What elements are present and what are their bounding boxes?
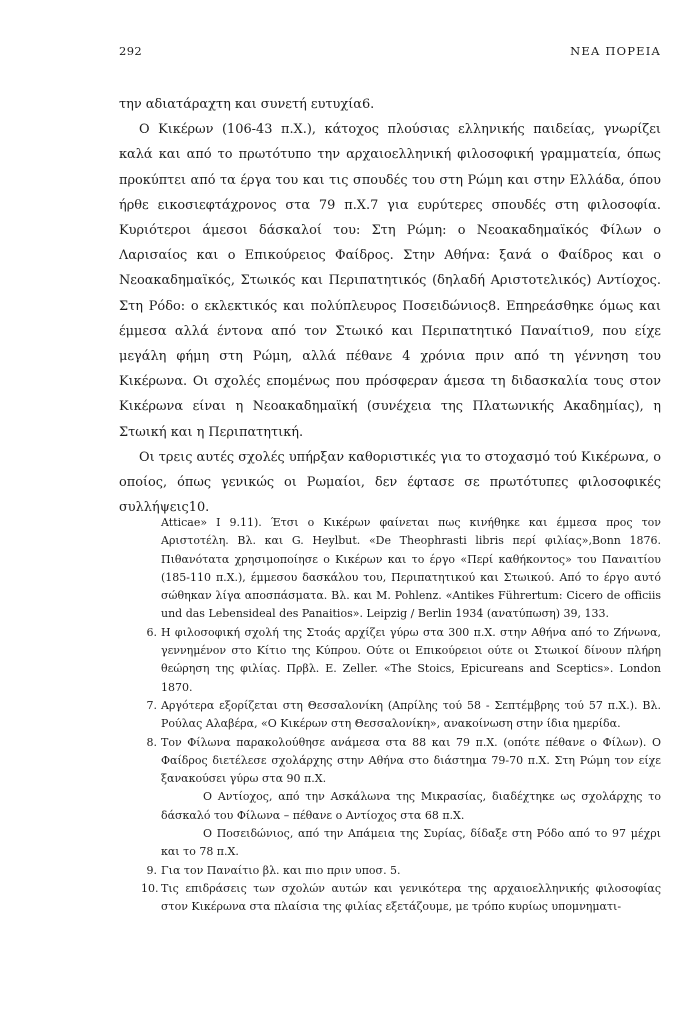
footnote-number: 10. bbox=[141, 881, 159, 895]
main-text bbox=[119, 92, 661, 520]
footnote-10 bbox=[119, 880, 661, 917]
footnote-text: Τον Φίλωνα παρακολούθησε ανάμεσα στα 88 και 79 π.Χ. (οπότε πέθανε ο Φίλων). Ο Φαίδρος διετέλεσε σχολάρχης στην Αθήνα στο διάστημα 79-70 π.Χ. Στη Ρώμη τον είχε ξανακούσει γύρω στα 90 π.Χ. bbox=[161, 735, 661, 786]
footnote-9 bbox=[119, 862, 661, 880]
body-paragraph-1: την αδιατάραχτη και συνετή ευτυχία6. bbox=[119, 97, 375, 112]
footnote-text: Τις επιδράσεις των σχολών αυτών και γενικότερα της αρχαιοελληνικής φιλοσοφίας στον Κικέρωνα στα πλαίσια της φιλίας εξετάζουμε, με τρόπο κυρίως υπομνηματι- bbox=[161, 881, 661, 914]
running-title: ΝΕΑ ΠΟΡΕΙΑ bbox=[570, 44, 661, 58]
footnote-6 bbox=[119, 624, 661, 697]
footnote-continuation: Atticae» I 9.11). Έτσι ο Κικέρων φαίνεται πως κινήθηκε και έμμεσα προς τον Αριστοτέλη. Βλ. και G. Heylbut. «De Theophrasti libris περί φιλίας»,Bonn 1876. Πιθανότατα χρησιμοποίησε ο Κικέρων και το έργο «Περί καθήκοντος» του Παναιτίου (185-110 π.Χ.), έμμεσου δασκάλου του, Περιπατητικού και Στωικού. Από το έργο αυτό σώθηκαν λίγα αποσπάσματα. Βλ. και M. Pohlenz. «Antikes Führertum: Cicero de officiis und das Lebensideal des Panaitios». Leipzig / Berlin 1934 (ανατύπωση) 39, 133. bbox=[161, 516, 661, 621]
footnote-text: Η φιλοσοφική σχολή της Στοάς αρχίζει γύρω στα 300 π.Χ. στην Αθήνα από το Ζήνωνα, γεννημένον στο Κίτιο της Κύπρου. Ούτε οι Επικούρειοι ούτε οι Στωικοί δίνουν πλήρη θεώρηση της φιλίας. Πρβλ. E. Zeller. «The Stoics, Epicureans and Sceptics». London 1870. bbox=[161, 625, 661, 694]
footnote-text: Για τον Παναίτιο βλ. και πιο πριν υποσ. 5. bbox=[161, 863, 401, 877]
page-header bbox=[119, 44, 661, 64]
footnotes bbox=[119, 514, 661, 917]
footnote-8 bbox=[119, 734, 661, 789]
body-paragraph-2: Ο Κικέρων (106-43 π.Χ.), κάτοχος πλούσιας ελληνικής παιδείας, γνωρίζει καλά και από το πρωτότυπο την αρχαιοελληνική φιλοσοφική γραμματεία, όπως προκύπτει από τα έργα του και τις σπουδές του στη Ρώμη και στην Ελλάδα, όπου ήρθε εικοσιεφτάχρονος στα 79 π.Χ.7 για ευρύτερες σπουδές στη φιλοσοφία. Κυριότεροι άμεσοι δάσκαλοί του: Στη Ρώμη: ο Νεοακαδημαϊκός Φίλων ο Λαρισαίος και ο Επικούρειος Φαίδρος. Στην Αθήνα: ξανά ο Φαίδρος και ο Νεοακαδημαϊκός, Στωικός και Περιπατητικός (δηλαδή Αριστοτελικός) Αντίοχος. Στη Ρόδο: ο εκλεκτικός και πολύπλευρος Ποσειδώνιος8. Επηρεάσθηκε όμως και έμμεσα αλλά έντονα από τον Στωικό και Περιπατητικό Παναίτιο9, που είχε μεγάλη φήμη στη Ρώμη, αλλά πέθανε 4 χρόνια πριν από τη γέννηση του Κικέρωνα. Οι σχολές επομένως που πρόσφεραν άμεσα τη διδασκαλία τους στον Κικέρωνα είναι η Νεοακαδημαϊκή (συνέχεια της Πλατωνικής Ακαδημίας), η Στωική και η Περιπατητική. bbox=[119, 122, 661, 440]
footnote-number: 6. bbox=[146, 625, 157, 639]
footnote-8-posidonius: Ο Ποσειδώνιος, από την Απάμεια της Συρίας, δίδαξε στη Ρόδο από το 97 μέχρι και το 78 π.Χ. bbox=[161, 827, 661, 859]
footnote-7 bbox=[119, 697, 661, 734]
body-paragraph-3: Οι τρεις αυτές σχολές υπήρξαν καθοριστικές για το στοχασμό τού Κικέρωνα, ο οποίος, όπως γενικώς οι Ρωμαίοι, δεν έφτασε σε πρωτότυπες φιλοσοφικές συλλήψεις10. bbox=[119, 449, 661, 516]
page-number: 292 bbox=[119, 44, 143, 58]
footnote-number: 8. bbox=[146, 735, 157, 749]
footnote-text: Αργότερα εξορίζεται στη Θεσσαλονίκη (Απρίλης τού 58 - Σεπτέμβρης τού 57 π.Χ.). Βλ. Ρούλας Αλαβέρα, «Ο Κικέρων στη Θεσσαλονίκη», ανακοίνωση στην ίδια ημερίδα. bbox=[161, 698, 661, 731]
footnote-number: 7. bbox=[146, 698, 157, 712]
footnote-number: 9. bbox=[146, 863, 157, 877]
footnote-8-antiochus: Ο Αντίοχος, από την Ασκάλωνα της Μικρασίας, διαδέχτηκε ως σχολάρχης το δάσκαλό του Φίλωνα – πέθανε ο Αντίοχος στα 68 π.Χ. bbox=[161, 790, 661, 822]
